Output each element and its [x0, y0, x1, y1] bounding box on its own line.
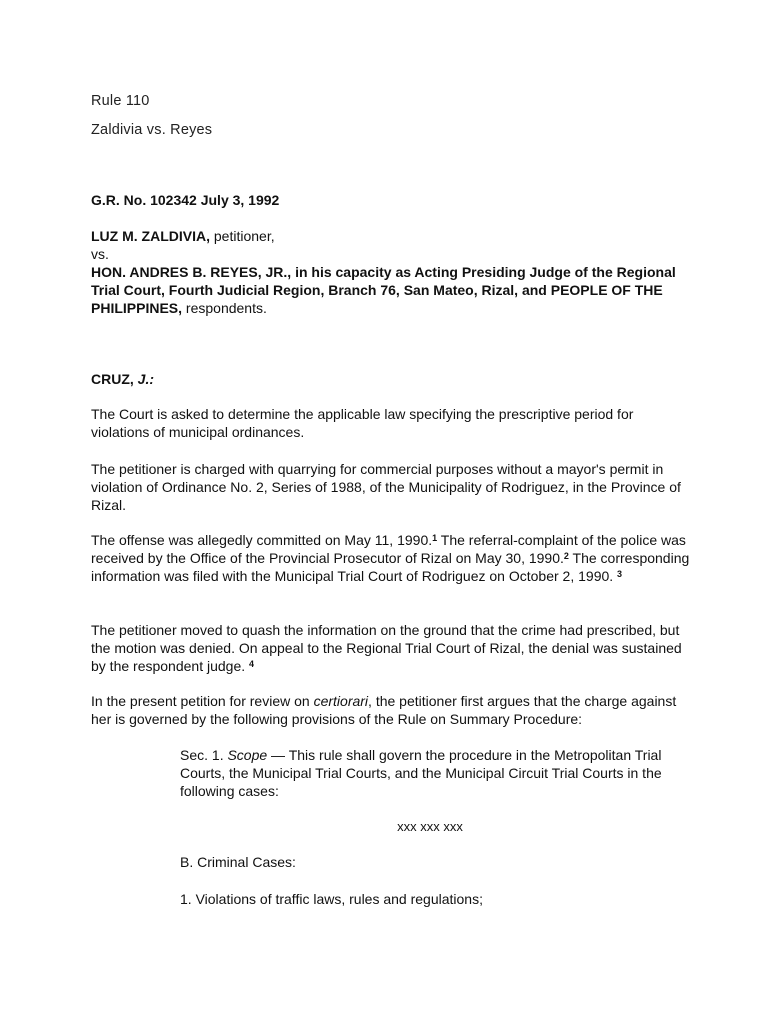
respondent-role: respondents.: [182, 300, 267, 316]
ponente-name: CRUZ,: [91, 371, 138, 387]
paragraph-5: [91, 692, 691, 728]
paragraph-4: [91, 621, 691, 675]
sec1-italic: Scope: [227, 747, 268, 763]
para3-text-b: The referral-complaint of the police was received by the Office of the Provincial Prosecutor of Rizal on May 30, 1990.: [91, 532, 686, 566]
paragraph-2: The petitioner is charged with quarrying for commercial purposes without a mayor's permit in violation of Ordinance No. 2, Series of 1988, of the Municipality of Rodriguez, in the Province of Rizal.: [91, 461, 681, 513]
footnote-3[interactable]: 3: [617, 569, 623, 579]
ponente-title: J.:: [137, 371, 155, 387]
petitioner-name: LUZ M. ZALDIVIA,: [91, 228, 210, 244]
para5-italic: certiorari: [313, 693, 369, 709]
respondent-line: [91, 263, 691, 317]
sec1-text-a: Sec. 1.: [180, 747, 228, 763]
criminal-cases-heading: B. Criminal Cases:: [180, 854, 296, 870]
footnote-4[interactable]: 4: [249, 659, 255, 669]
ponente: [91, 370, 691, 388]
gr-number: G.R. No. 102342 July 3, 1992: [91, 192, 280, 208]
footnote-1[interactable]: 1: [432, 533, 438, 543]
petitioner-role: petitioner,: [210, 228, 275, 244]
para3-text-c: The corresponding information was filed with the Municipal Trial Court of Rodriguez on October 2, 1990.: [91, 550, 690, 584]
quoted-section-1: [180, 746, 680, 800]
versus: vs.: [91, 246, 109, 262]
petitioner-line: [91, 227, 691, 245]
para5-text-a: In the present petition for review on: [91, 693, 314, 709]
respondent-name: HON. ANDRES B. REYES, JR., in his capacity as Acting Presiding Judge of the Regional Trial Court, Fourth Judicial Region, Branch 76, San Mateo, Rizal, and PEOPLE OF THE PHILIPPINES,: [91, 264, 676, 316]
paragraph-1: The Court is asked to determine the applicable law specifying the prescriptive period for violations of municipal ordinances.: [91, 406, 634, 440]
sec1-text-b: — This rule shall govern the procedure in the Metropolitan Trial Courts, the Municipal Trial Courts, and the Municipal Circuit Trial Courts in the following cases:: [180, 747, 662, 799]
parties-block: [91, 227, 691, 317]
para4-text: The petitioner moved to quash the information on the ground that the crime had prescribed, but the motion was denied. On appeal to the Regional Trial Court of Rizal, the denial was sustained by the respondent judge.: [91, 622, 682, 674]
list-item-1: 1. Violations of traffic laws, rules and regulations;: [180, 891, 483, 907]
rule-heading: Rule 110: [91, 93, 150, 109]
para3-text-a: The offense was allegedly committed on May 11, 1990.: [91, 532, 433, 548]
footnote-2[interactable]: 2: [563, 551, 569, 561]
para5-text-b: , the petitioner first argues that the charge against her is governed by the following provisions of the Rule on Summary Procedure:: [91, 693, 677, 727]
paragraph-3: [91, 531, 691, 585]
case-short-title: Zaldivia vs. Reyes: [91, 122, 213, 138]
omission-marker: xxx xxx xxx: [397, 819, 463, 834]
